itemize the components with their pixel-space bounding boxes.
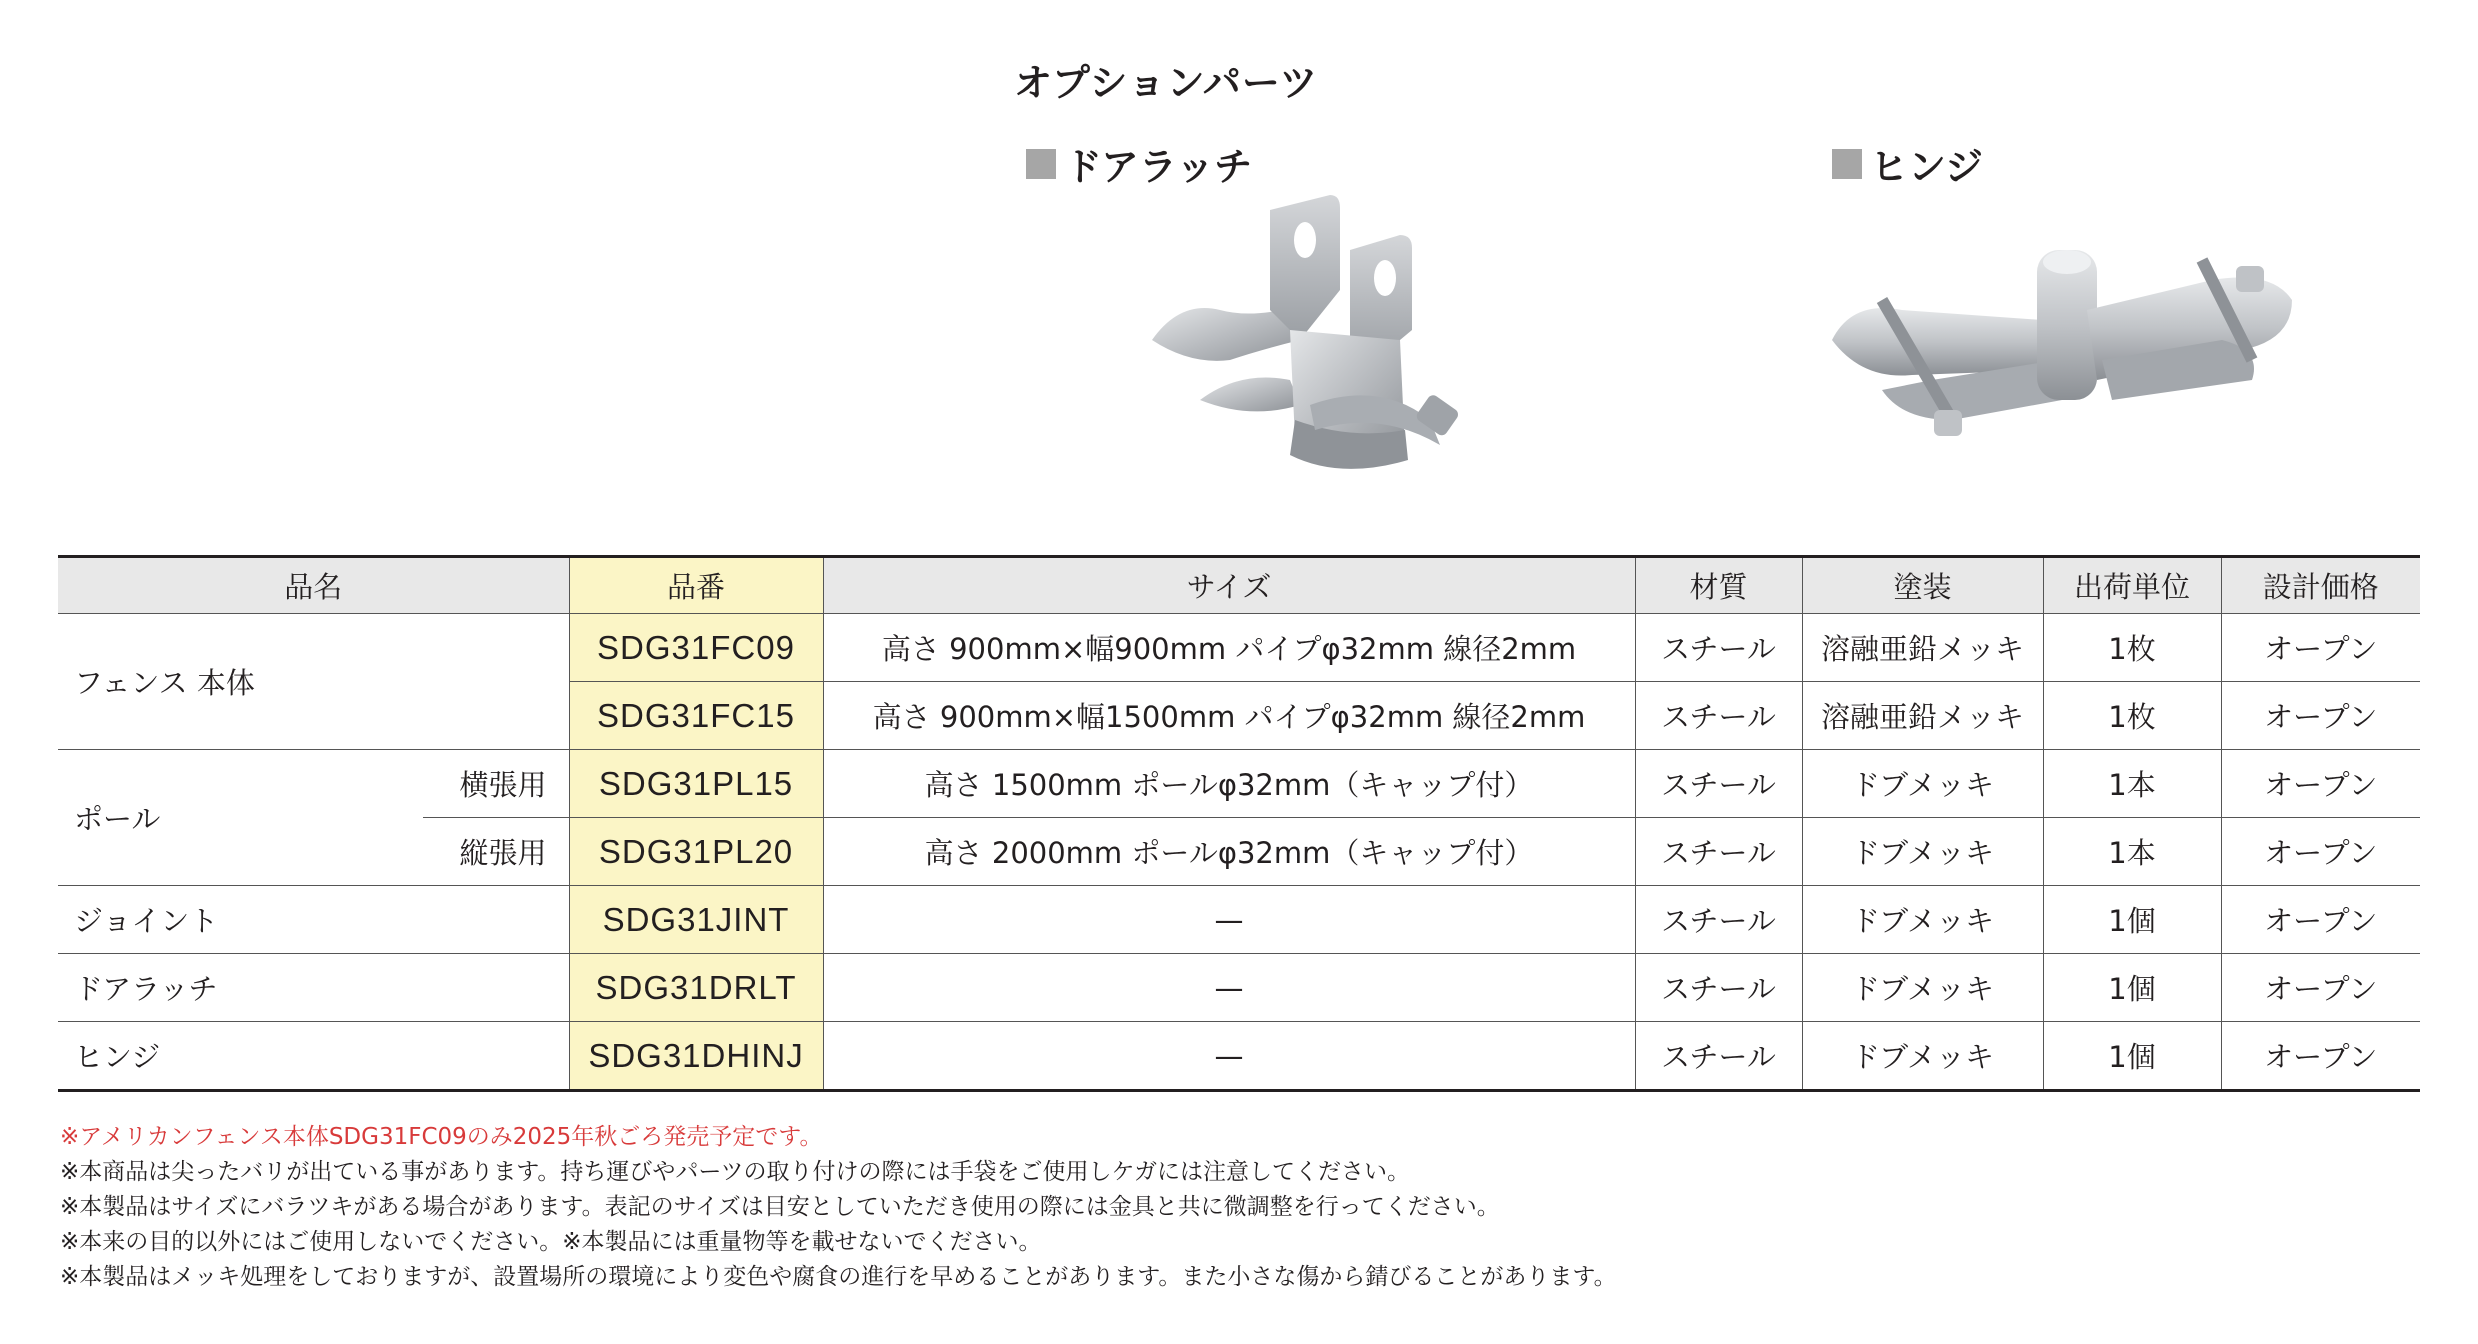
table-row <box>58 750 2420 818</box>
product-code-cell: SDG31JINT <box>569 886 823 954</box>
price-cell: オープン <box>2221 614 2420 682</box>
header-cell: 材質 <box>1635 557 1802 614</box>
finish-cell: ドブメッキ <box>1802 1022 2043 1091</box>
price-cell: オープン <box>2221 886 2420 954</box>
product-code-cell: SDG31FC09 <box>569 614 823 682</box>
product-name-cell: ポール <box>58 750 423 886</box>
door-latch-image <box>1140 190 1520 480</box>
price-cell: オープン <box>2221 750 2420 818</box>
material-cell: スチール <box>1635 954 1802 1022</box>
unit-cell: 1個 <box>2043 954 2221 1022</box>
hinge-label-text: ヒンジ <box>1870 145 1984 189</box>
price-cell: オープン <box>2221 818 2420 886</box>
material-cell: スチール <box>1635 750 1802 818</box>
finish-cell: ドブメッキ <box>1802 818 2043 886</box>
finish-cell: ドブメッキ <box>1802 886 2043 954</box>
notes <box>60 1120 1617 1295</box>
unit-cell: 1個 <box>2043 1022 2221 1091</box>
table-row <box>58 614 2420 682</box>
unit-cell: 1枚 <box>2043 682 2221 750</box>
material-cell: スチール <box>1635 818 1802 886</box>
finish-cell: 溶融亜鉛メッキ <box>1802 614 2043 682</box>
finish-cell: 溶融亜鉛メッキ <box>1802 682 2043 750</box>
hinge-image <box>1822 240 2312 460</box>
release-note: ※アメリカンフェンス本体SDG31FC09のみ2025年秋ごろ発売予定です。 <box>60 1124 823 1150</box>
product-name-cell: ジョイント <box>58 886 569 954</box>
product-code-cell: SDG31PL20 <box>569 818 823 886</box>
size-cell: 高さ 1500mm ポールφ32mm（キャップ付） <box>823 750 1635 818</box>
door-latch-label-text: ドアラッチ <box>1064 145 1253 189</box>
unit-cell: 1本 <box>2043 750 2221 818</box>
product-name-cell: ヒンジ <box>58 1022 569 1091</box>
material-cell: スチール <box>1635 614 1802 682</box>
header-cell: 設計価格 <box>2221 557 2420 614</box>
price-cell: オープン <box>2221 954 2420 1022</box>
size-cell: 高さ 900mm×幅1500mm パイプφ32mm 線径2mm <box>823 682 1635 750</box>
size-cell: 高さ 900mm×幅900mm パイプφ32mm 線径2mm <box>823 614 1635 682</box>
note-line: ※本来の目的以外にはご使用しないでください。※本製品には重量物等を載せないでください。 <box>60 1229 1042 1255</box>
finish-cell: ドブメッキ <box>1802 954 2043 1022</box>
size-cell: — <box>823 954 1635 1022</box>
table-row <box>58 954 2420 1022</box>
size-cell: — <box>823 886 1635 954</box>
hinge-label <box>1832 136 1983 191</box>
header-cell: 出荷単位 <box>2043 557 2221 614</box>
gray-square-icon <box>1832 149 1862 179</box>
note-line: ※本製品はサイズにバラツキがある場合があります。表記のサイズは目安としていただき使用の際には金具と共に微調整を行ってください。 <box>60 1194 1500 1220</box>
header-cell: 品名 <box>58 557 569 614</box>
product-code-cell: SDG31FC15 <box>569 682 823 750</box>
unit-cell: 1本 <box>2043 818 2221 886</box>
header-cell: 塗装 <box>1802 557 2043 614</box>
product-name-cell: フェンス 本体 <box>58 614 569 750</box>
material-cell: スチール <box>1635 886 1802 954</box>
table-row <box>58 1022 2420 1091</box>
header-cell: サイズ <box>823 557 1635 614</box>
section-title: オプションパーツ <box>1014 61 1319 105</box>
material-cell: スチール <box>1635 1022 1802 1091</box>
product-name-cell: ドアラッチ <box>58 954 569 1022</box>
note-line: ※本商品は尖ったバリが出ている事があります。持ち運びやパーツの取り付けの際には手袋をご使用しケガには注意してください。 <box>60 1159 1411 1185</box>
unit-cell: 1枚 <box>2043 614 2221 682</box>
sub-type-cell: 縦張用 <box>423 818 569 886</box>
spec-table <box>58 555 2420 1092</box>
unit-cell: 1個 <box>2043 886 2221 954</box>
price-cell: オープン <box>2221 1022 2420 1091</box>
finish-cell: ドブメッキ <box>1802 750 2043 818</box>
material-cell: スチール <box>1635 682 1802 750</box>
product-code-cell: SDG31DRLT <box>569 954 823 1022</box>
header-cell: 品番 <box>569 557 823 614</box>
product-code-cell: SDG31PL15 <box>569 750 823 818</box>
table-row <box>58 886 2420 954</box>
door-latch-label <box>1026 136 1252 191</box>
size-cell: — <box>823 1022 1635 1091</box>
table-header-row <box>58 557 2420 614</box>
gray-square-icon <box>1026 149 1056 179</box>
sub-type-cell: 横張用 <box>423 750 569 818</box>
price-cell: オープン <box>2221 682 2420 750</box>
note-line: ※本製品はメッキ処理をしておりますが、設置場所の環境により変色や腐食の進行を早めることがあります。また小さな傷から錆びることがあります。 <box>60 1264 1617 1290</box>
product-code-cell: SDG31DHINJ <box>569 1022 823 1091</box>
size-cell: 高さ 2000mm ポールφ32mm（キャップ付） <box>823 818 1635 886</box>
